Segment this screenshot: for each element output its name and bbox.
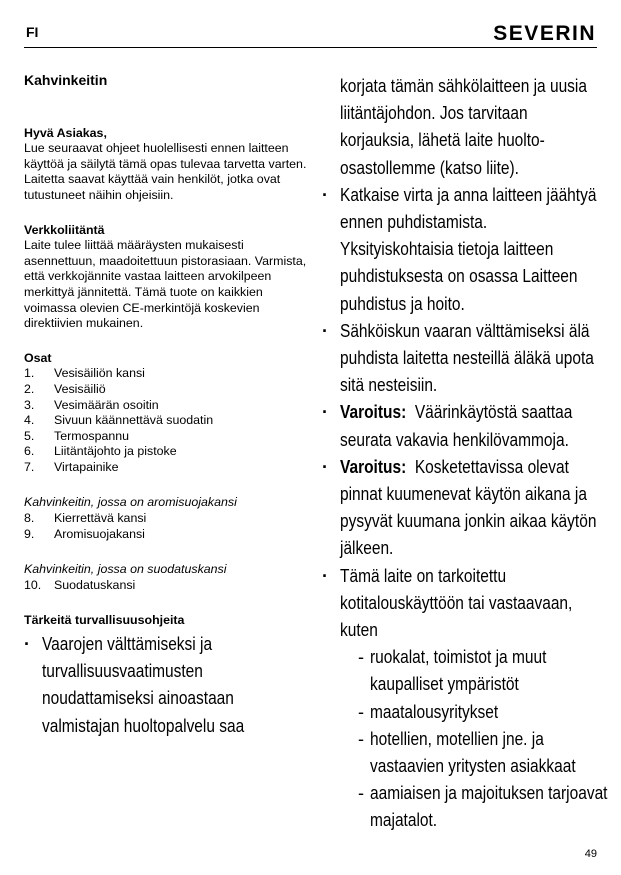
list-item xyxy=(24,398,309,414)
safety-item-text: Sähköiskun vaaran välttämiseksi älä puhdista laitetta nesteillä äläkä upota sitä nesteisiin. xyxy=(340,320,594,396)
page-number: 49 xyxy=(584,848,597,860)
greeting-text: Lue seuraavat ohjeet huolellisesti ennen laitteen käyttöä ja säilytä tämä opas tulevaa tarvetta varten. Laitetta saavat käyttää vain henkilöt, jotka ovat tutustuneet näihin ohjeisiin. xyxy=(24,141,307,202)
item-label: Vesisäiliön kansi xyxy=(54,366,145,381)
list-item xyxy=(24,382,309,398)
list-item xyxy=(24,460,309,476)
safety-item xyxy=(322,563,607,835)
item-number: 1. xyxy=(24,366,35,381)
language-code: FI xyxy=(26,24,39,40)
sub-item-text: aamiaisen ja majoituksen tarjoavat majatalot. xyxy=(370,783,608,831)
power-heading: Verkkoliitäntä xyxy=(24,222,105,237)
warning-label: Varoitus: xyxy=(340,402,407,423)
header-divider xyxy=(24,47,597,48)
item-number: 8. xyxy=(24,511,35,526)
safety-item xyxy=(322,318,607,400)
aroma-subheading: Kahvinkeitin, jossa on aromisuojakansi xyxy=(24,495,237,510)
list-item xyxy=(24,413,309,429)
safety-item-text: Tämä laite on tarkoitettu kotitalouskäyttöön tai vastaavaan, kuten xyxy=(340,565,573,641)
parts-list xyxy=(24,366,309,475)
greeting-heading: Hyvä Asiakas, xyxy=(24,125,107,140)
sub-list-item xyxy=(358,780,607,834)
list-item xyxy=(24,444,309,460)
warning-text: Väärinkäytöstä saattaa seurata vakavia henkilövammoja. xyxy=(340,402,573,450)
sub-list-item xyxy=(358,699,607,726)
item-number: 6. xyxy=(24,444,35,459)
warning-label: Varoitus: xyxy=(340,456,407,477)
item-number: 4. xyxy=(24,413,35,428)
warning-text: Kosketettavissa olevat pinnat kuumenevat käytön aikana ja pysyvät kuumana jonkin aikaa käytön jälkeen. xyxy=(340,456,597,559)
bullet-icon: · xyxy=(322,456,328,477)
list-item xyxy=(24,511,309,527)
item-number: 3. xyxy=(24,397,35,412)
bullet-icon: · xyxy=(322,184,328,205)
item-label: Termospannu xyxy=(54,428,130,443)
bullet-icon: · xyxy=(322,320,328,341)
item-label: Liitäntäjohto ja pistoke xyxy=(54,444,177,459)
parts-heading: Osat xyxy=(24,350,52,365)
item-label: Aromisuojakansi xyxy=(54,526,145,541)
safety-item-text: Vaarojen välttämiseksi ja turvallisuusvaatimusten noudattamiseksi ainoastaan valmistajan huoltopalvelu saa xyxy=(42,634,245,736)
item-number: 2. xyxy=(24,381,35,396)
bullet-icon: · xyxy=(322,402,328,423)
usage-sublist xyxy=(340,644,607,834)
safety-item xyxy=(24,631,309,740)
safety-item-text: korjata tämän sähkölaitteen ja uusia liitäntäjohdon. Jos tarvitaan korjauksia, lähetä laite huolto-osastollemme (katso liite). xyxy=(340,76,587,178)
sub-item-text: hotellien, motellien jne. ja vastaavien yritysten asiakkaat xyxy=(370,728,576,777)
aroma-parts-list xyxy=(24,511,309,542)
power-text: Laite tulee liittää määräysten mukaisesti asennettuun, maadoitettuun pistorasiaan. Varmista, että verkkojännite vastaa laitteen arvokilpeen merkittyä jännitettä. Tämä tuote on kaikkien voimassa olevien CE-merkintöjä koskevien direktiivien mukainen. xyxy=(24,238,307,331)
sub-item-text: maatalousyritykset xyxy=(370,701,499,722)
document-title: Kahvinkeitin xyxy=(24,72,108,88)
list-item xyxy=(24,578,309,594)
item-label: Kierrettävä kansi xyxy=(54,511,147,526)
filter-parts-list xyxy=(24,578,309,594)
dash-bullet: - xyxy=(358,647,364,668)
item-number: 7. xyxy=(24,459,35,474)
safety-warning-item xyxy=(322,454,607,563)
item-label: Vesisäiliö xyxy=(54,381,106,396)
list-item xyxy=(24,366,309,382)
list-item xyxy=(24,527,309,543)
left-column xyxy=(24,73,309,740)
dash-bullet: - xyxy=(358,783,364,804)
sub-item-text: ruokalat, toimistot ja muut kaupalliset ympäristöt xyxy=(370,647,547,695)
item-label: Virtapainike xyxy=(54,459,119,474)
safety-warning-item xyxy=(322,399,607,453)
safety-item xyxy=(322,182,607,318)
safety-list-start xyxy=(24,631,309,740)
bullet-icon: · xyxy=(322,565,328,586)
safety-item-text: Katkaise virta ja anna laitteen jäähtyä ennen puhdistamista. Yksityiskohtaisia tietoja laitteen puhdistuksesta on osassa Laitteen puhdistus ja hoito. xyxy=(340,184,597,314)
safety-item-text xyxy=(340,454,602,563)
brand-logo: SEVERIN xyxy=(493,22,596,45)
sub-list-item xyxy=(358,644,607,698)
list-item xyxy=(24,429,309,445)
item-label: Suodatuskansi xyxy=(54,577,136,592)
item-label: Vesimäärän osoitin xyxy=(54,397,159,412)
item-number: 9. xyxy=(24,526,35,541)
safety-item-continuation xyxy=(322,73,607,182)
bullet-icon: · xyxy=(24,634,30,655)
item-number: 5. xyxy=(24,428,35,443)
item-label: Sivuun käännettävä suodatin xyxy=(54,413,214,428)
safety-item-text xyxy=(340,399,602,453)
dash-bullet: - xyxy=(358,728,364,749)
safety-list xyxy=(322,182,607,835)
item-number: 10. xyxy=(24,577,42,592)
safety-heading: Tärkeitä turvallisuusohjeita xyxy=(24,613,185,628)
right-column xyxy=(322,73,607,835)
filter-subheading: Kahvinkeitin, jossa on suodatuskansi xyxy=(24,562,227,577)
dash-bullet: - xyxy=(358,701,364,722)
sub-list-item xyxy=(358,726,607,780)
